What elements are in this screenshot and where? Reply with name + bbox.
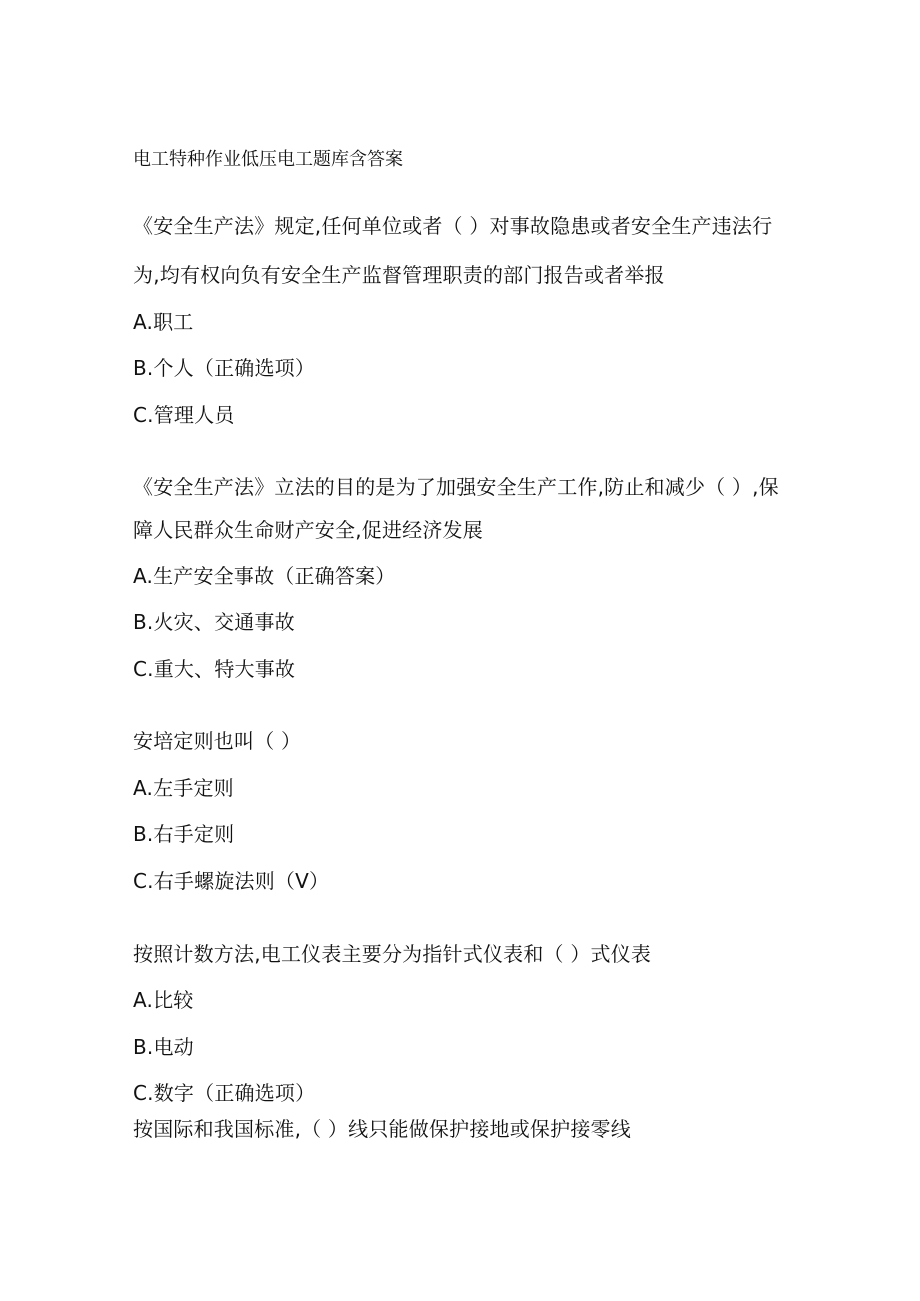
question-2-option-c: C.重大、特大事故 xyxy=(133,657,296,681)
question-3-option-c: C.右手螺旋法则（V） xyxy=(133,869,330,893)
question-3-option-b: B.右手定则 xyxy=(133,822,235,846)
question-2-option-b: B.火灾、交通事故 xyxy=(133,610,295,634)
question-2-option-a: A.生产安全事故（正确答案） xyxy=(133,564,396,588)
question-2-stem-line-2: 障人民群众生命财产安全,促进经济发展 xyxy=(133,518,483,542)
question-4-option-c: C.数字（正确选项） xyxy=(133,1081,316,1105)
question-5-stem-line-1: 按国际和我国标准,（ ）线只能做保护接地或保护接零线 xyxy=(133,1117,631,1141)
question-2-stem-line-1: 《安全生产法》立法的目的是为了加强安全生产工作,防止和减少（ ）,保 xyxy=(133,475,779,499)
question-1-option-c: C.管理人员 xyxy=(133,403,235,427)
question-4-option-a: A.比较 xyxy=(133,988,194,1012)
question-4-stem-line-1: 按照计数方法,电工仪表主要分为指针式仪表和（ ）式仪表 xyxy=(133,942,652,966)
question-1-stem-line-2: 为,均有权向负有安全生产监督管理职责的部门报告或者举报 xyxy=(133,263,665,287)
question-3-option-a: A.左手定则 xyxy=(133,776,234,800)
document-title: 电工特种作业低压电工题库含答案 xyxy=(133,149,403,170)
question-4-option-b: B.电动 xyxy=(133,1035,194,1059)
question-1-option-a: A.职工 xyxy=(133,310,194,334)
question-1-stem-line-1: 《安全生产法》规定,任何单位或者（ ）对事故隐患或者安全生产违法行 xyxy=(133,214,773,238)
question-1-option-b: B.个人（正确选项） xyxy=(133,356,316,380)
question-3-stem-line-1: 安培定则也叫（ ） xyxy=(133,729,302,753)
